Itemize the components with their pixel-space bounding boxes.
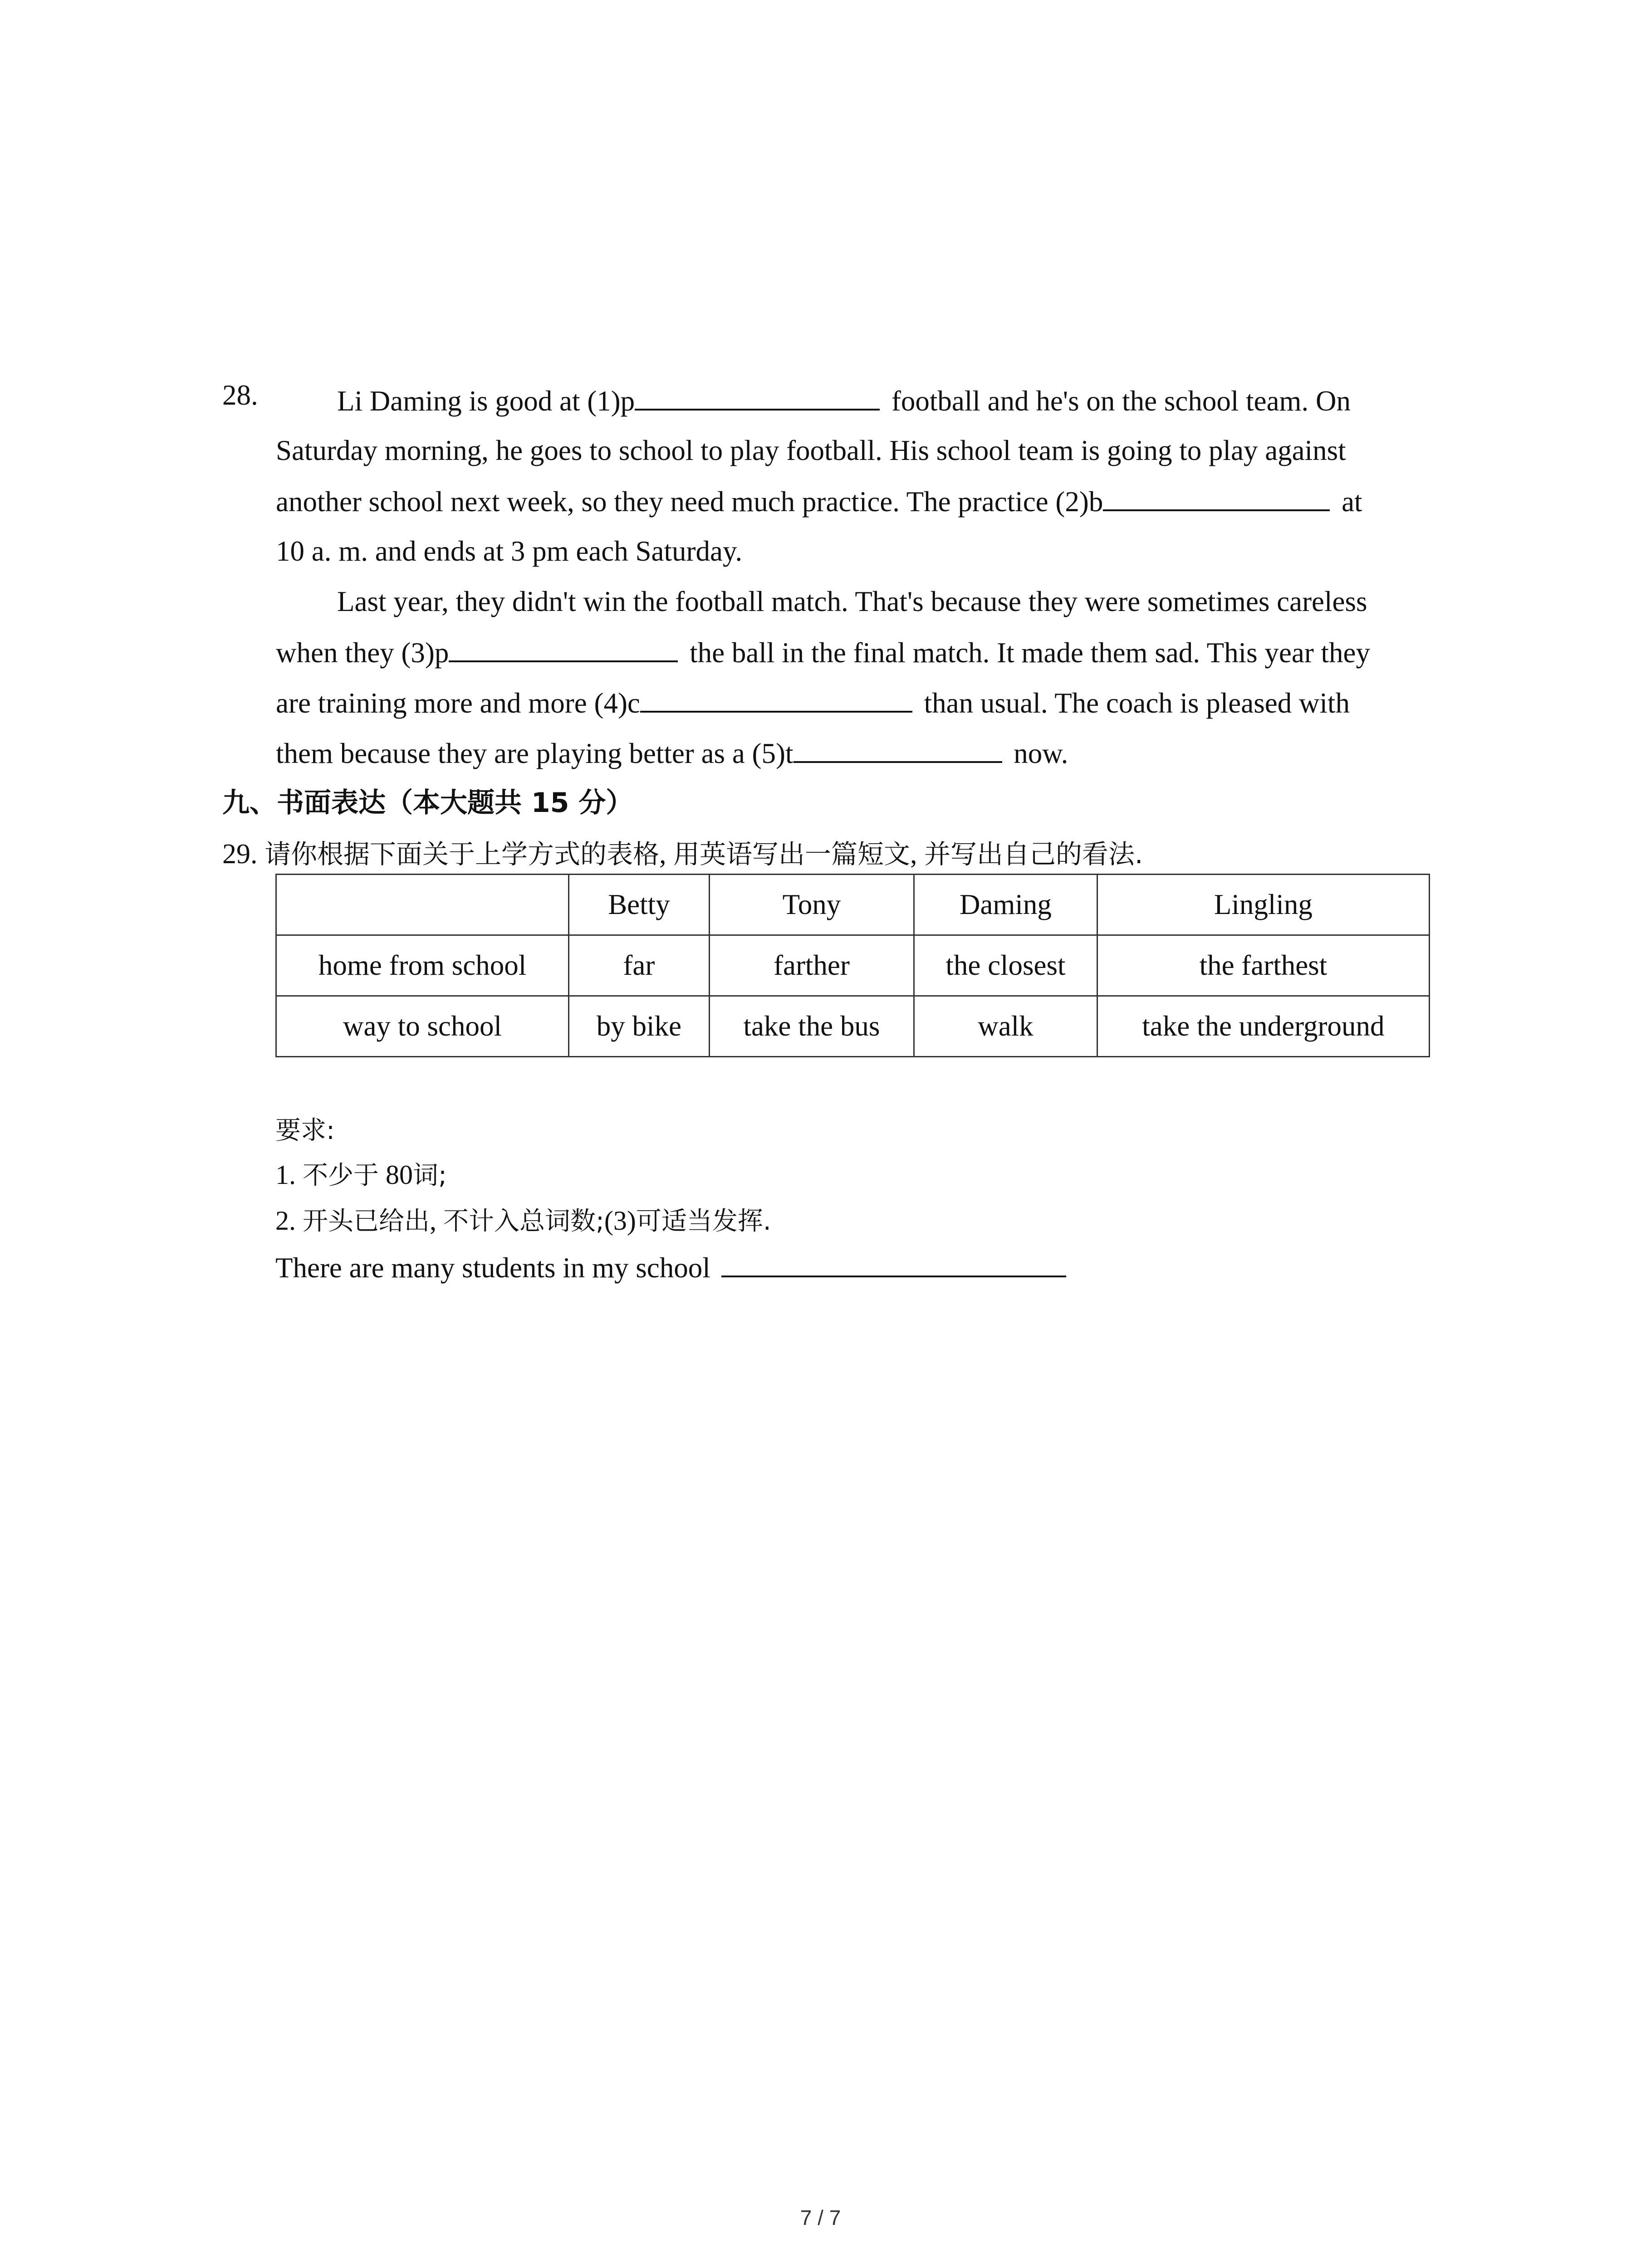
requirement-number: 2. bbox=[275, 1206, 296, 1236]
passage-line bbox=[276, 631, 1451, 681]
requirement-number: 1. bbox=[275, 1160, 296, 1190]
passage-text: another school next week, so they need much practice. The practice (2)b bbox=[276, 486, 1103, 518]
table-cell bbox=[276, 875, 569, 935]
prompt-text: 用英语写出一篇短文 bbox=[673, 839, 911, 870]
passage-text: the ball in the final match. It made them sad. This year they bbox=[682, 637, 1371, 669]
passage-line bbox=[276, 580, 1451, 631]
passage-text: when they (3)p bbox=[276, 637, 449, 669]
requirement-text: , bbox=[430, 1206, 436, 1236]
passage-text: them because they are playing better as a (5)t bbox=[276, 738, 794, 769]
answer-blank-1[interactable] bbox=[635, 379, 880, 411]
essay-answer-blank[interactable] bbox=[721, 1246, 1066, 1277]
passage-text: now. bbox=[1006, 738, 1068, 769]
section-heading: 九、书面表达（本大题共 15 分） bbox=[222, 787, 633, 819]
table-cell: by bike bbox=[569, 996, 710, 1057]
table-row-label: way to school bbox=[276, 996, 569, 1057]
table-cell: the closest bbox=[914, 935, 1097, 996]
prompt-text: , bbox=[910, 839, 917, 870]
prompt-text: 请你根据下面关于上学方式的表格 bbox=[265, 839, 660, 870]
requirement-2 bbox=[275, 1201, 771, 1237]
requirements-label bbox=[275, 1110, 335, 1147]
table-header-cell: Daming bbox=[914, 875, 1097, 935]
answer-blank-4[interactable] bbox=[640, 681, 912, 713]
requirement-text: 可适当发挥. bbox=[636, 1207, 771, 1236]
requirements-text: 要求: bbox=[275, 1116, 335, 1145]
requirement-text: 开头已给出 bbox=[303, 1207, 430, 1236]
passage-line bbox=[276, 530, 1451, 580]
page-number: 7 / 7 bbox=[800, 2206, 841, 2229]
table-header-row bbox=[276, 875, 1430, 935]
answer-blank-5[interactable] bbox=[794, 731, 1002, 763]
table-cell: take the underground bbox=[1097, 996, 1429, 1057]
table-cell: walk bbox=[914, 996, 1097, 1057]
table-header-cell: Tony bbox=[709, 875, 914, 935]
table-header-cell: Betty bbox=[569, 875, 710, 935]
table-row-label: home from school bbox=[276, 935, 569, 996]
requirement-text: 不少于 bbox=[303, 1161, 379, 1190]
passage-text: 10 a. m. and ends at 3 pm each Saturday. bbox=[276, 535, 743, 567]
table-row bbox=[276, 935, 1430, 996]
opening-sentence: There are many students in my school bbox=[275, 1252, 710, 1284]
school-travel-table bbox=[275, 874, 1430, 1057]
answer-blank-3[interactable] bbox=[449, 631, 678, 662]
passage-text: Last year, they didn't win the football match. That's because they were sometimes careless bbox=[337, 586, 1367, 617]
prompt-text: , bbox=[659, 839, 666, 870]
table-row bbox=[276, 996, 1430, 1057]
table-header-cell: Lingling bbox=[1097, 875, 1429, 935]
requirement-text: 不计入总词数; bbox=[443, 1207, 604, 1236]
table-cell: take the bus bbox=[709, 996, 914, 1057]
question-number: 29. bbox=[222, 839, 258, 870]
table-cell: farther bbox=[709, 935, 914, 996]
passage-text: are training more and more (4)c bbox=[276, 687, 640, 719]
table-cell: far bbox=[569, 935, 710, 996]
table-cell: the farthest bbox=[1097, 935, 1429, 996]
essay-opening bbox=[275, 1246, 1071, 1285]
requirement-number: (3) bbox=[604, 1206, 636, 1236]
passage-line bbox=[276, 479, 1451, 530]
answer-blank-2[interactable] bbox=[1103, 479, 1330, 511]
question-29-prompt bbox=[222, 833, 1143, 871]
passage-text: at bbox=[1334, 486, 1362, 518]
passage-text: Li Daming is good at (1)p bbox=[337, 385, 635, 417]
question-number: 28. bbox=[222, 379, 258, 411]
question-28-passage bbox=[276, 379, 1451, 782]
passage-text: Saturday morning, he goes to school to play football. His school team is going to play against bbox=[276, 435, 1346, 466]
passage-line bbox=[276, 429, 1451, 479]
prompt-text: 并写出自己的看法. bbox=[924, 839, 1143, 870]
requirement-1 bbox=[275, 1155, 447, 1192]
word-count: 80 bbox=[386, 1160, 413, 1190]
passage-line bbox=[276, 379, 1451, 429]
passage-text: football and he's on the school team. On bbox=[884, 385, 1351, 417]
passage-text: than usual. The coach is pleased with bbox=[916, 687, 1350, 719]
passage-line bbox=[276, 681, 1451, 731]
passage-line bbox=[276, 731, 1451, 782]
requirement-text: 词; bbox=[413, 1161, 447, 1190]
